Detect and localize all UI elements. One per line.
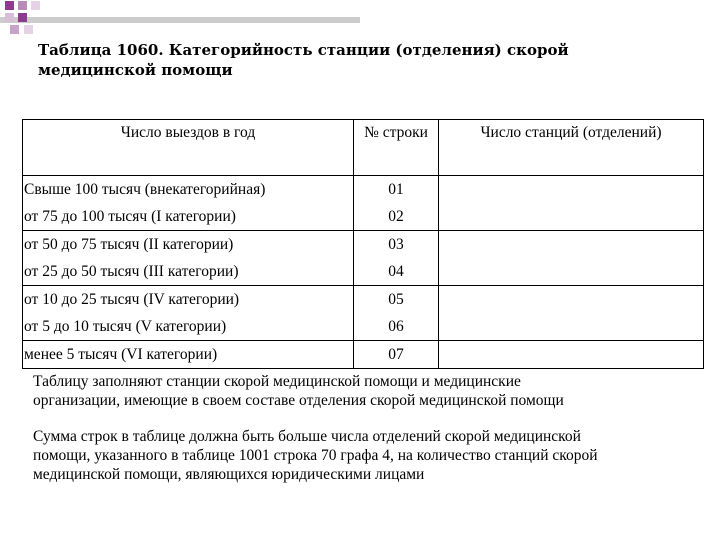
decoration-square (31, 1, 40, 10)
row-label: от 10 до 25 тысяч (IV категории) (24, 291, 240, 308)
slide-decoration (0, 0, 360, 40)
decoration-square (5, 13, 14, 22)
decoration-square (18, 13, 27, 22)
row-number: 07 (388, 346, 404, 363)
column-header-stations: Число станций (отделений) (439, 120, 704, 176)
decoration-rule (0, 17, 360, 23)
row-label-cell (23, 286, 354, 341)
category-table (22, 119, 704, 369)
decoration-square (18, 1, 27, 10)
stations-count-value[interactable] (439, 286, 703, 313)
page-title (38, 40, 678, 80)
stations-count-value[interactable] (439, 176, 703, 203)
decoration-square (10, 25, 19, 34)
row-number: 03 (388, 236, 404, 253)
row-number-cell (354, 176, 439, 231)
row-number-cell (354, 341, 439, 369)
row-label: Свыше 100 тысяч (внекатегорийная) (24, 181, 266, 198)
decoration-square (24, 25, 33, 34)
title-line: Таблица 1060. Категорийность станции (отделения) скорой (38, 41, 569, 59)
note-line: Таблицу заполняют станции скорой медицинской помощи и медицинские (33, 373, 521, 390)
table-row (23, 231, 704, 286)
table-row (23, 286, 704, 341)
stations-count-cell[interactable] (439, 231, 704, 286)
column-header-trips: Число выездов в год (23, 120, 354, 176)
stations-count-value[interactable] (439, 258, 703, 285)
note-line: медицинской помощи, являющихся юридическими лицами (33, 466, 425, 483)
row-label: от 75 до 100 тысяч (I категории) (24, 208, 236, 225)
column-header-row-number: № строки (354, 120, 439, 176)
note-line: помощи, указанного в таблице 1001 строка 70 графа 4, на количество станций скорой (33, 447, 598, 464)
note-paragraph (33, 427, 703, 484)
stations-count-value[interactable] (439, 231, 703, 258)
stations-count-cell[interactable] (439, 341, 704, 369)
row-label: от 25 до 50 тысяч (III категории) (24, 263, 239, 280)
title-line: медицинской помощи (38, 61, 233, 79)
table-row (23, 341, 704, 369)
row-number: 04 (388, 263, 404, 280)
row-number-cell (354, 231, 439, 286)
stations-count-value[interactable] (439, 203, 703, 230)
row-label: менее 5 тысяч (VI категории) (24, 346, 218, 363)
stations-count-value[interactable] (439, 313, 703, 340)
stations-count-cell[interactable] (439, 176, 704, 231)
note-line: организации, имеющие в своем составе отделения скорой медицинской помощи (33, 392, 564, 409)
stations-count-value[interactable] (439, 341, 703, 368)
stations-count-cell[interactable] (439, 286, 704, 341)
row-number: 02 (388, 208, 404, 225)
row-label-cell (23, 341, 354, 369)
row-label: от 5 до 10 тысяч (V категории) (24, 318, 227, 335)
note-paragraph (33, 372, 703, 410)
row-label: от 50 до 75 тысяч (II категории) (24, 236, 234, 253)
row-number: 05 (388, 291, 404, 308)
decoration-square (5, 1, 14, 10)
row-number: 06 (388, 318, 404, 335)
row-number-cell (354, 286, 439, 341)
row-number: 01 (388, 181, 404, 198)
row-label-cell (23, 231, 354, 286)
table-header-row (23, 120, 704, 176)
row-label-cell (23, 176, 354, 231)
note-line: Сумма строк в таблице должна быть больше числа отделений скорой медицинской (33, 428, 581, 445)
table-row (23, 176, 704, 231)
